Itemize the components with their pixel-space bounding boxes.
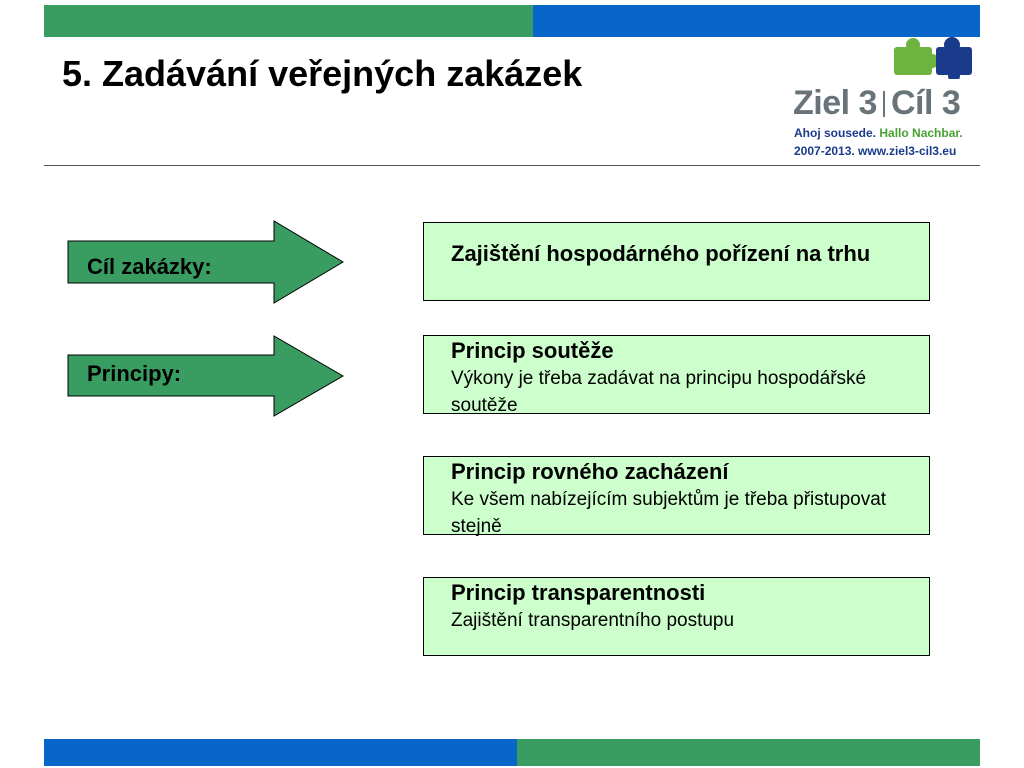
goal-box [423,222,930,301]
principle-box-transparency [423,577,930,656]
top-green-bar [44,5,533,37]
puzzle-green-piece [894,38,939,75]
principle-text: Ke všem nabízejícím subjektům je třeba přistupovat stejně [451,489,887,537]
principles-arrow [67,335,344,419]
logo-slogan [794,126,963,140]
logo-separator [883,91,885,117]
bottom-blue-bar [44,739,517,766]
ziel3-cil3-logo [785,35,980,160]
logo-years-website: 2007-2013. www.ziel3-cil3.eu [794,144,957,158]
principle-box-competition [423,335,930,414]
logo-name-right: Cíl 3 [890,84,961,122]
goal-arrow-label: Cíl zakázky: [87,254,212,279]
goal-arrow [67,220,344,304]
puzzle-pieces-icon [890,35,976,84]
slide-title: 5. Zadávání veřejných zakázek [62,53,583,94]
principle-title: Princip transparentnosti [451,580,706,605]
puzzle-blue-piece [936,37,972,79]
top-blue-bar [533,5,980,37]
logo-slogan-german: Hallo Nachbar. [879,126,963,140]
principles-arrow-label: Principy: [87,361,182,386]
title-divider [44,165,980,166]
goal-box-title: Zajištění hospodárného pořízení na trhu [451,241,871,266]
principle-text: Výkony je třeba zadávat na principu hospodářské soutěže [451,368,867,416]
logo-name [793,83,960,123]
principle-box-equal-treatment [423,456,930,535]
logo-name-left: Ziel 3 [793,84,877,122]
principle-title: Princip soutěže [451,338,614,363]
principle-title: Princip rovného zacházení [451,459,729,484]
principle-text: Zajištění transparentního postupu [451,610,735,631]
logo-slogan-czech: Ahoj sousede. [794,126,877,140]
bottom-green-bar [517,739,980,766]
